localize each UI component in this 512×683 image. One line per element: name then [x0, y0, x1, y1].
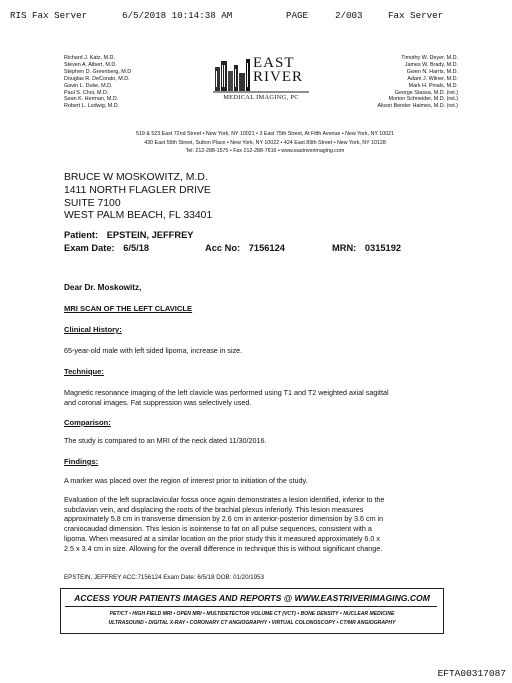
portal-banner: [60, 588, 444, 634]
fax-datetime: 6/5/2018 10:14:38 AM: [122, 10, 233, 21]
logo-line2: RIVER: [253, 69, 303, 85]
logo-line1: EAST: [253, 55, 295, 71]
doctor-name: Robert L. Ludwig, M.D.: [64, 103, 120, 110]
technique-heading: Technique:: [64, 367, 104, 376]
doctor-name: Stephen D. Greenberg, M.D: [64, 68, 132, 75]
doctor-name: James W. Brady, M.D.: [404, 61, 458, 68]
address-line: Tel: 212-288-1575 • Fax 212-288-7616 • www.eastriverimaging.com: [185, 148, 345, 155]
document-id: EFTA00317087: [437, 668, 506, 679]
recipient-city: WEST PALM BEACH, FL 33401: [64, 210, 213, 222]
doctor-name: Gwen N. Harris, M.D.: [406, 68, 458, 75]
findings-text-1: A marker was placed over the region of interest prior to initiation of the study.: [64, 476, 308, 485]
banner-divider: [65, 606, 437, 607]
recipient-suite: SUITE 7100: [64, 197, 121, 209]
acc-number: 7156124: [248, 243, 285, 253]
exam-date-label: Exam Date:: [64, 243, 115, 253]
fax-page-label: PAGE: [286, 10, 309, 21]
doctor-name: Mark H. Pinals, M.D.: [408, 82, 458, 89]
banner-title: ACCESS YOUR PATIENTS IMAGES AND REPORTS @ WWW.EASTRIVERIMAGING.COM: [74, 593, 430, 603]
doctor-name: Paul S. Choi, M.D.: [64, 89, 109, 96]
findings-heading: Findings:: [64, 457, 99, 466]
logo-line3: MEDICAL IMAGING, PC: [223, 94, 299, 101]
recipient-street: 1411 NORTH FLAGLER DRIVE: [64, 184, 211, 196]
recipient-name: BRUCE W MOSKOWITZ, M.D.: [64, 172, 208, 183]
doctor-name: Richard J. Katz, M.D.: [64, 55, 115, 61]
findings-line: approximately 5.8 cm in transverse dimension by 2.6 cm in anterior-posterior dimension by 3.6 cm in: [64, 514, 384, 524]
clinical-history-heading: Clinical History:: [64, 325, 122, 334]
patient-label: Patient:: [64, 230, 99, 240]
findings-line: subclavian vein, and displacing the roots of the brachial plexus inferiorly. This lesion measures: [64, 504, 364, 514]
doctor-name: Sean K. Herman, M.D.: [64, 96, 119, 103]
recipient-block: [64, 172, 212, 223]
acc-label: Acc No:: [205, 243, 241, 253]
exam-date: 6/5/18: [123, 243, 150, 253]
acc-line: [205, 243, 285, 253]
doctor-name: George Stassa, M.D. (ret.): [394, 89, 458, 96]
clinical-history-text: 65-year-old male with left sided lipoma, increase in size.: [64, 346, 243, 355]
banner-services-2: ULTRASOUND • DIGITAL X-RAY • CORONARY CT ANGIOGRAPHY • VIRTUAL COLONOSCOPY • CT/MR ANGIOGRAPHY: [108, 620, 396, 626]
comparison-heading: Comparison:: [64, 418, 111, 427]
doctor-name: Morton Schneider, M.D. (ret.): [388, 96, 458, 103]
findings-text-2: [64, 495, 454, 553]
address-line: 430 East 59th Street, Sutton Place • New York, NY 10022 • 424 East 89th Street • New York, NY 10128: [144, 139, 386, 146]
technique-line: and coronal images. Fat suppression was selectively used.: [64, 397, 252, 407]
findings-line: Evaluation of the left supraclavicular fossa once again demonstrates a lesion identified, inferior to the: [64, 495, 385, 504]
doctor-name: Alison Bender Haimes, M.D. (ret.): [377, 103, 458, 110]
doctor-name: Steven A. Albert, M.D.: [64, 61, 117, 68]
technique-line: Magnetic resonance imaging of the left clavicle was performed using T1 and T2 weighted axial sagittal: [64, 388, 389, 397]
fax-receiver: Fax Server: [388, 10, 444, 21]
findings-line: craniocaudad dimension. This lesion is isointense to fat on all pulse sequences, consistent with a: [64, 524, 372, 534]
mrn-label: MRN:: [332, 243, 357, 253]
doctor-name: Adam J. Wilner, M.D.: [407, 75, 458, 82]
banner-services-1: PET/CT • HIGH FIELD MRI • OPEN MRI • MULTIDETECTOR VOLUME CT (VCT) • BONE DENSITY • NUCLEAR MEDICINE: [109, 611, 395, 617]
doctor-name: Douglas R. DeCorato, M.D.: [64, 75, 130, 82]
footer-patient-id: EPSTEIN, JEFFREY ACC:7156124 Exam Date: 6/5/18 DOB: 01/20/1953: [64, 574, 265, 581]
practice-address: [50, 130, 480, 156]
exam-date-line: [64, 243, 149, 253]
patient-line: [64, 230, 193, 240]
doctors-right: [377, 55, 458, 110]
doctors-left: [64, 55, 131, 110]
technique-text: [64, 388, 454, 407]
fax-sender: RIS Fax Server: [10, 10, 88, 21]
mrn-line: [332, 243, 401, 253]
fax-page: 2/003: [335, 10, 363, 21]
patient-name: EPSTEIN, JEFFREY: [106, 230, 194, 240]
findings-line: 2.5 x 3.4 cm in size. Allowing for the overall difference in technique this is without significant change.: [64, 543, 383, 553]
address-line: 519 & 523 East 72nd Street • New York, NY 10021 • 3 East 75th Street, At Fifth Avenue • New York, NY 10021: [136, 131, 394, 137]
doctor-name: Gavin L. Duke, M.D.: [64, 82, 113, 89]
findings-line: lipoma. When measured at a similar location on the prior study this it measured approximately 6.0 x: [64, 533, 380, 543]
doctor-name: Timothy W. Deyer, M.D.: [401, 55, 458, 61]
salutation: Dear Dr. Moskowitz,: [64, 283, 142, 292]
comparison-text: The study is compared to an MRI of the neck dated 11/30/2016.: [64, 436, 267, 445]
report-title: MRI SCAN OF THE LEFT CLAVICLE: [64, 304, 193, 313]
mrn-number: 0315192: [364, 243, 402, 253]
east-river-logo: [213, 57, 309, 101]
